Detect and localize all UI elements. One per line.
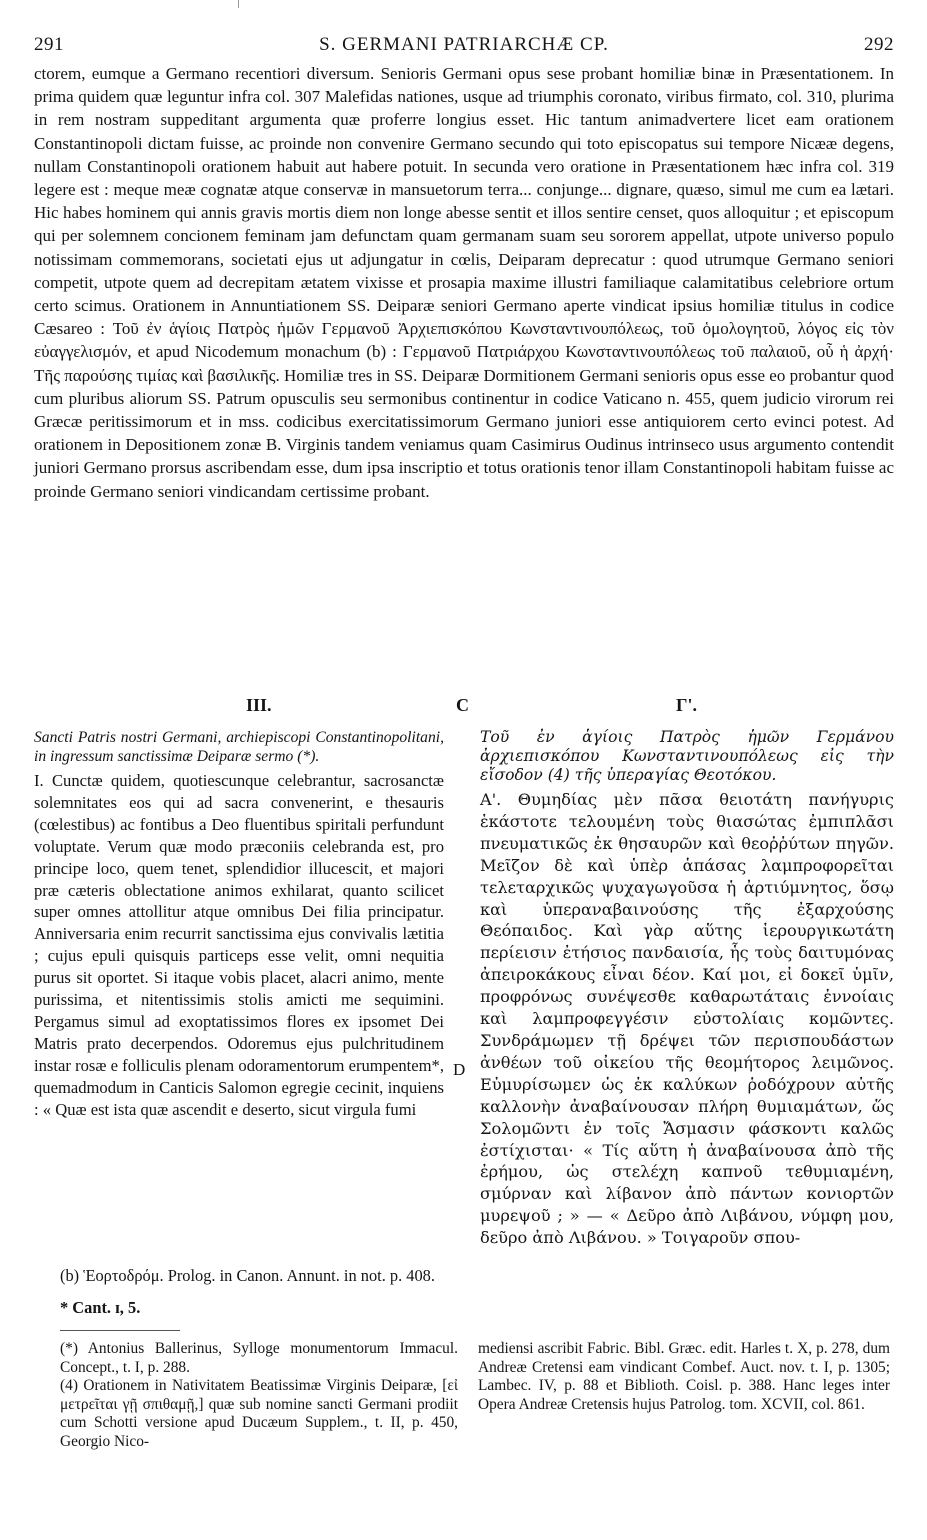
section-label-center: C — [456, 695, 469, 715]
note-b: (b) Ἑορτοδρόμ. Prolog. in Canon. Annunt. in not. p. 408. — [60, 1266, 435, 1285]
greek-body: Α'. Θυμηδίας μὲν πᾶσα θειοτάτη πανήγυρις ἑκάστοτε τελουμένη τοὺς θιασώτας ἐμπιπλᾶσι πνευματικῶς ἐκ θησαυρῶν καὶ θεοῤῥύτων πηγῶν. Μεῖζον δὲ καὶ ὑπὲρ ἁπάσας λαμπροφορεῖται τελεταρχικῶς ψυχαγωγοῦσα ἡ ἀρτιύμνητος, ὅσῳ καὶ ὑπεραναβαινούσης τῆς ἐξαρχούσης Θεόπαιδος. Καὶ γὰρ αὕτης ἱερουργικωτάτη περίεισιν ἐτήσιος πανδαισία, ἧς τοὺς δαιτυμόνας ἀπειροκάκους εἶναι δέον. Καί μοι, εἰ δοκεῖ ὑμῖν, προφρόνως συνέψεσθε καθαρωτάταις ἐννοίαις καὶ λαμπροφεγγέσιν εὐστολίαις κομῶντες. Συνδράμωμεν τῇ δρέψει τῶν περισπουδάστων ἀνθέων τοῦ οἰκείου τῆς θεομήτορος λειμῶνος. Εὐμυρίσωμεν ὡς ἐκ καλύκων ῥοδόχρουν αὐτῆς καλλονὴν ἀναβαίνουσαν πλήρη θυμιαμάτων, ὥς Σολομῶντι ἐν τοῖς Ἄσμασιν φάσκοντι καλῶς ἐστίχισται· « Τίς αὕτη ἡ ἀναβαίνουσα ἀπὸ τῆς ἐρήμου, ὡς στελέχη καπνοῦ τεθυμιαμένη, σμύρναν καὶ λίβανον ἀπὸ πάντων κονιορτῶν μυρεψοῦ ; » — « Δεῦρο ἀπὸ Λιβάνου, νύμφη μου, δεῦρο ἀπὸ Λιβάνου. » Τοιγαροῦν σπου- — [480, 790, 894, 1248]
latin-column — [34, 728, 444, 1121]
footnote-4: (4) Orationem in Nativitatem Beatissimæ Virginis Deiparæ, [εἰ μετρεῖται γῇ σπιθαμῇ,] quæ sub nomine sancti Germani prodiit cum Schotti versione apud Ducæum Supplem., t. II, p. 450, Georgio Nico- — [60, 1377, 458, 1450]
scan-mark — [238, 0, 239, 8]
latin-title: Sancti Patris nostri Germani, archiepiscopi Constantinopolitani, in ingressum sanctissimæ Deiparæ sermo (*). — [34, 729, 444, 765]
footnotes-right — [478, 1340, 890, 1414]
page-header — [34, 34, 894, 58]
introduction — [34, 62, 894, 503]
note-star: * Cant. ɪ, 5. — [60, 1298, 141, 1317]
margin-letter: D — [453, 1060, 466, 1079]
footnote-asterisk: (*) Antonius Ballerinus, Sylloge monumentorum Immacul. Concept., t. I, p. 288. — [60, 1340, 458, 1376]
page-number-left: 291 — [34, 34, 64, 55]
greek-title: Τοῦ ἐν ἁγίοις Πατρὸς ἡμῶν Γερμάνου ἀρχιεπισκόπου Κωνσταντινουπόλεως εἰς τὴν εἴσοδον (4) τῆς ὑπεραγίας Θεοτόκου. — [480, 728, 894, 784]
footnote-4-continued: mediensi ascribit Fabric. Bibl. Græc. edit. Harles t. X, p. 278, dum Andreæ Cretensi eam vindicant Combef. Auct. nov. t. I, p. 1305; Lambec. IV, p. 88 et Biblioth. Coisl. p. 388. Hanc leges inter Opera Andreæ Cretensis hujus Patrolog. tom. XCVII, col. 861. — [478, 1340, 890, 1413]
latin-body: I. Cunctæ quidem, quotiescunque celebrantur, sacrosanctæ solemnitates eos qui ad sacra convenerint, e thesauris (cœlestibus) ac fontibus a Deo fluentibus spiritali perfundunt voluptate. Verum quæ modo præconiis celebranda est, pro principe loco, quem tenet, splendidior illucescit, et majori præ cæteris oblectatione animos exhilarat, quanto scilicet super omnes attollitur atque omnibus Dei filia principatur. Anniversaria enim recurrit sanctissima ejus convivalis lætitia ; cujus epuli quisquis particeps esse velit, omni nequitia purus sit oportet. Si itaque vobis placet, alacri animo, mente purissima, et nitentissimis stolis amicti me sequimini. Pergamus simul ad exoptatissimos flores ex ipsomet Dei Matris prato decerpendos. Odoremus ejus pulchritudinem instar rosæ e folliculis plenam odoramentorum erumpentem*, quemadmodum in Canticis Salomon egregie cecinit, inquiens : « Quæ est ista quæ ascendit e deserto, sicut virgula fumi — [34, 771, 444, 1119]
footnotes-left — [60, 1340, 458, 1451]
running-title: S. GERMANI PATRIARCHÆ CP. — [319, 34, 609, 55]
section-labels — [0, 695, 927, 719]
section-label-right: Γ'. — [676, 695, 697, 715]
greek-column — [480, 728, 894, 1249]
footnote-rule — [60, 1330, 180, 1331]
intro-paragraph: ctorem, eumque a Germano recentiori diversum. Senioris Germani opus sese probant homiliæ binæ in Præsentationem. In prima quidem quæ leguntur infra col. 307 Malefidas nationes, usque ad triumphis coronato, viribus firmato, col. 310, plurima in rem nostram suppeditant argumenta quæ proferre longius esset. Hic tantum animadvertere licet eam orationem Constantinopoli dictam fuisse, ac proinde non convenire Germano secundo qui toto episcopatus sui tempore Nicææ degens, nullam Constantinopoli orationem habuit aut habere potuit. In secunda vero oratione in Præsentationem hæc infra col. 319 legere est : meque meæ cognatæ atque conservæ in mansuetorum terra... conjunge... dignare, quæso, simul me cum ea lætari. Hic habes hominem qui annis gravis mortis diem non longe abesse sentit et illos sentire censet, quos alloquitur ; et episcopum qui per solemnem concionem feminam jam defunctam quam germanam suam seu sororem appellat, utpote universo populo notissimam commemorans, societati ejus ut adjungatur in cœlis, Deiparam deprecatur : quod utrumque Germano seniori competit, utpote quem ad decrepitam ætatem vixisse et prosapia maxime illustri familiaque calamitatibus celebriore ortum certo scimus. Orationem in Annuntiationem SS. Deiparæ seniori Germano aperte vindicat ipsius homiliæ titulus in codice Cæsareo : Τοῦ ἐν ἁγίοις Πατρὸς ἡμῶν Γερμανοῦ Ἀρχιεπισκόπου Κωνσταντινουπόλεως, τοῦ ὁμολογητοῦ, λόγος εἰς τὸν εὐαγγελισμόν, et apud Nicodemum monachum (b) : Γερμανοῦ Πατριάρχου Κωνσταντινουπόλεως τοῦ παλαιοῦ, οὗ ἡ ἀρχή· Τῆς παρούσης τιμίας καὶ βασιλικῆς. Homiliæ tres in SS. Deiparæ Dormitionem Germani senioris opus esse eo probantur quod cum pluribus aliorum SS. Patrum opusculis seu sermonibus continentur in codice Vaticano n. 455, quem judicio virorum rei Græcæ peritissimorum et in mss. codicibus exercitatissimorum Germano juniori esse antiquiorem certo evinci potest. Ad orationem in Depositionem zonæ B. Virginis tandem veniamus quam Casimirus Oudinus intrinseco usus argumento contendit juniori Germano prorsus ascribendam esse, dum ipsa inscriptio et totus orationis tenor illam Constantinopoli habitam fuisse ac proinde Germano seniori vindicandam certissime probant. — [34, 64, 894, 501]
page-number-right: 292 — [864, 34, 894, 55]
section-label-left: III. — [246, 695, 272, 715]
